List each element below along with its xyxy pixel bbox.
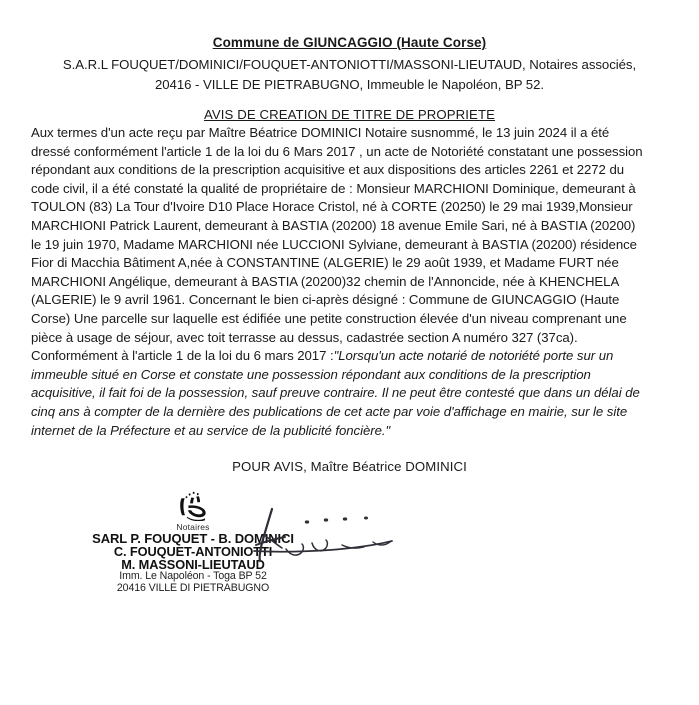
firm-name-line: S.A.R.L FOUQUET/DOMINICI/FOUQUET-ANTONIOTTI/MASSONI-LIEUTAUD, Notaires associés, [62, 57, 637, 72]
notaires-emblem-icon [176, 491, 210, 521]
body-main-text: Aux termes d'un acte reçu par Maître Béatrice DOMINICI Notaire susnommé, le 13 juin 2024 il a été dressé conformément l'article 1 de la loi du 6 Mars 2017 , un acte de Notoriété constatant une possession répondant aux conditions de la prescription acquisitive et aux dispositions des articles 2261 et 2272 du code civil, il a été constaté la qualité de propriétaire de : Monsieur MARCHIONI Dominique, demeurant à TOULON (83) La Tour d'Ivoire D10 Place Horace Cristol, né à CORTE (20250) le 29 mai 1939,Monsieur MARCHIONI Patrick Laurent, demeurant à BASTIA (20200) 18 avenue Emile Sari, né à BASTIA (20200) le 19 juin 1970, Madame MARCHIONI née LUCCIONI Sylviane, demeurant à BASTIA (20200) résidence Fior di Macchia Bâtiment A,née à CONSTANTINE (ALGERIE) le 29 août 1939, et Madame FURT née MARCHIONI Angélique, demeurant à BASTIA (20200)32 chemin de l'Annoncide, née à KHENCHELA (ALGERIE) le 9 avril 1961. Concernant le bien ci-après désigné : Commune de GIUNCAGGIO (Haute Corse) Une parcelle sur laquelle est édifiée une petite construction élevée d'un niveau comprenant une pièce à usage de séjour, avec toit terrasse au dessus, cadastrée section A numéro 327 (37ca). Conformément à l'article 1 de la loi du 6 mars 2017 : [31, 125, 643, 364]
stamp-name-line-2: C. FOUQUET-ANTONIOTTI [113, 544, 273, 560]
stamp-name-line-3: M. MASSONI-LIEUTAUD [121, 557, 265, 573]
stamp-and-signature-area [0, 491, 699, 621]
notice-body [31, 124, 645, 440]
closing-signature-line: POUR AVIS, Maître Béatrice DOMINICI [232, 459, 467, 475]
stamp-name-line-1: SARL P. FOUQUET - B. DOMINICI [92, 531, 294, 547]
closing-line-wrap [0, 459, 699, 474]
notary-firm-address [0, 55, 699, 94]
stamp-address-line-2: 20416 VILLE DI PIETRABUGNO [116, 581, 270, 594]
commune-title: Commune de GIUNCAGGIO (Haute Corse) [212, 35, 487, 50]
body-paragraph [31, 124, 645, 440]
firm-address-line: 20416 - VILLE DE PIETRABUGNO, Immeuble le Napoléon, BP 52. [154, 76, 544, 92]
notice-heading-wrap [0, 107, 699, 122]
stamp-logo-label: Notaires [176, 522, 210, 533]
body-quoted-law-text: "Lorsqu'un acte notarié de notoriété porte sur un immeuble situé en Corse et constate une possession répondant aux conditions de la prescription acquisitive, il fait foi de la possession, sauf preuve contraire. Il ne peut être contesté que dans un délai de cinq ans à compter de la dernière des publications de cet acte par voie d'affichage en mairie, sur le site internet de la Préfecture et au service de la publicité foncière." [31, 348, 640, 438]
document-header [0, 0, 699, 94]
notary-stamp [78, 491, 308, 594]
page-title: AVIS DE CREATION DE TITRE DE PROPRIETE [203, 107, 496, 122]
stamp-address-line-1: Imm. Le Napoléon - Toga BP 52 [119, 570, 267, 583]
